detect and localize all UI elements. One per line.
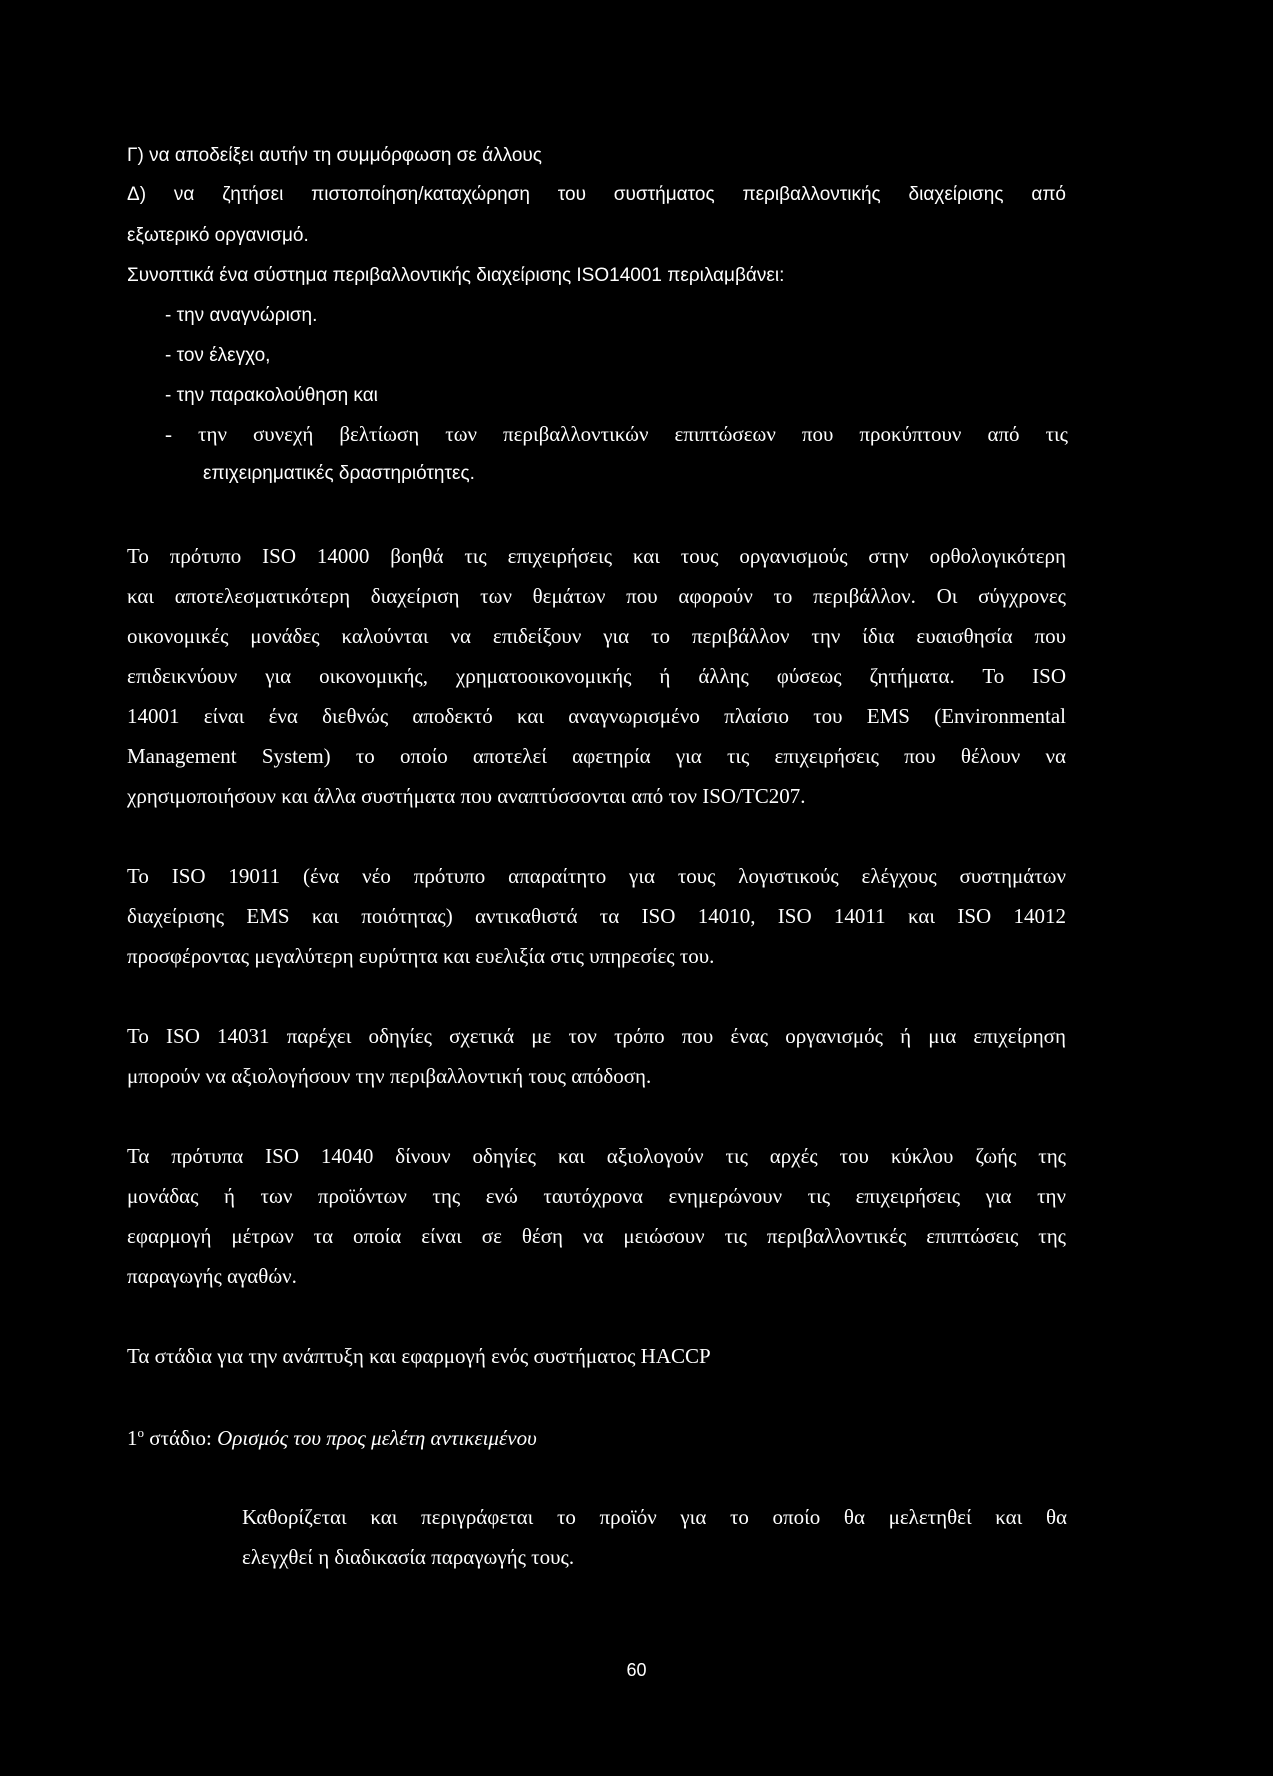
paragraph-line: εφαρμογή μέτρων τα οποία είναι σε θέση να μειώσουν τις περιβαλλοντικές επιπτώσεις της (127, 1224, 1066, 1248)
paragraph-line: Τα πρότυπα ISO 14040 δίνουν οδηγίες και αξιολογούν τις αρχές του κύκλου ζωής της (127, 1144, 1066, 1168)
stage-number: 1 (127, 1426, 138, 1450)
bullet-item: - τον έλεγχο, (165, 345, 271, 366)
bullet-item: - την συνεχή βελτίωση των περιβαλλοντικών επιπτώσεων που προκύπτουν από τις (165, 422, 1068, 446)
bullet-item: - την παρακολούθηση και (165, 385, 378, 406)
paragraph-line: 14001 είναι ένα διεθνώς αποδεκτό και αναγνωρισμένο πλαίσιο του EMS (Environmental (127, 704, 1066, 728)
paragraph-line: χρησιμοποιήσουν και άλλα συστήματα που αναπτύσσονται από τον ISO/TC207. (127, 784, 806, 808)
stage-superscript: ο (137, 1425, 144, 1440)
paragraph-line: και αποτελεσματικότερη διαχείριση των θεμάτων που αφορούν το περιβάλλον. Οι σύγχρονες (127, 584, 1066, 608)
text-line-summary: Συνοπτικά ένα σύστημα περιβαλλοντικής διαχείρισης ISO14001 περιλαμβάνει: (127, 265, 785, 286)
haccp-heading: Τα στάδια για την ανάπτυξη και εφαρμογή ενός συστήματος HACCP (127, 1344, 711, 1368)
paragraph-line: προσφέροντας μεγαλύτερη ευρύτητα και ευελιξία στις υπηρεσίες του. (127, 944, 715, 968)
stage-title: Ορισμός του προς μελέτη αντικειμένου (217, 1426, 537, 1450)
page-number: 60 (626, 1660, 647, 1680)
stage-1-text: ελεγχθεί η διαδικασία παραγωγής τους. (242, 1545, 575, 1569)
bullet-item: - την αναγνώριση. (165, 305, 318, 326)
text-line-d: Δ) να ζητήσει πιστοποίηση/καταχώρηση του συστήματος περιβαλλοντικής διαχείρισης από (127, 184, 1066, 205)
paragraph-line: Το πρότυπο ISO 14000 βοηθά τις επιχειρήσεις και τους οργανισμούς στην ορθολογικότερη (127, 544, 1066, 568)
paragraph-line: παραγωγής αγαθών. (127, 1264, 297, 1288)
stage-1-heading (127, 1426, 537, 1449)
paragraph-line: μονάδας ή των προϊόντων της ενώ ταυτόχρονα ενημερώνουν τις επιχειρήσεις για την (127, 1184, 1066, 1208)
text-line-g: Γ) να αποδείξει αυτήν τη συμμόρφωση σε άλλους (127, 145, 542, 166)
stage-label: στάδιο: (144, 1426, 218, 1450)
paragraph-line: Management System) το οποίο αποτελεί αφετηρία για τις επιχειρήσεις που θέλουν να (127, 744, 1066, 768)
paragraph-line: μπορούν να αξιολογήσουν την περιβαλλοντική τους απόδοση. (127, 1064, 652, 1088)
paragraph-line: διαχείρισης EMS και ποιότητας) αντικαθιστά τα ISO 14010, ISO 14011 και ISO 14012 (127, 904, 1066, 928)
text-line-d-cont: εξωτερικό οργανισμό. (127, 225, 309, 246)
paragraph-line: Το ISO 19011 (ένα νέο πρότυπο απαραίτητο για τους λογιστικούς ελέγχους συστημάτων (127, 864, 1066, 888)
paragraph-line: Το ISO 14031 παρέχει οδηγίες σχετικά με τον τρόπο που ένας οργανισμός ή μια επιχείρηση (127, 1024, 1066, 1048)
paragraph-line: οικονομικές μονάδες καλούνται να επιδείξουν για το περιβάλλον την ίδια ευαισθησία που (127, 624, 1066, 648)
bullet-item-cont: επιχειρηματικές δραστηριότητες. (203, 463, 475, 484)
stage-1-text: Καθορίζεται και περιγράφεται το προϊόν για το οποίο θα μελετηθεί και θα (242, 1505, 1067, 1529)
paragraph-line: επιδεικνύουν για οικονομικής, χρηματοοικονομικής ή άλλης φύσεως ζητήματα. Το ISO (127, 664, 1066, 688)
